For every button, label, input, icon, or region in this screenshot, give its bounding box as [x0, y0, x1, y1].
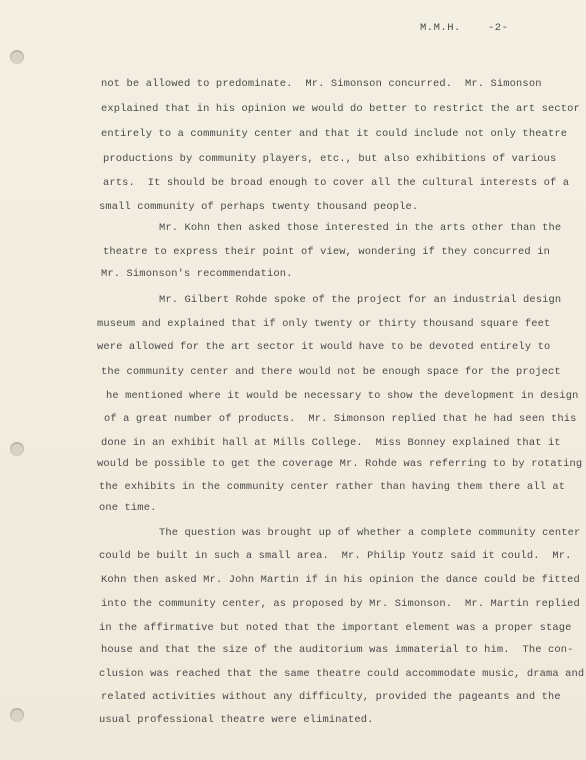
text-line: Mr. Simonson's recommendation.	[101, 268, 293, 280]
text-line: The question was brought up of whether a complete community center	[159, 527, 581, 539]
text-line: the exhibits in the community center rather than having them there all at	[99, 481, 566, 493]
text-line: of a great number of products. Mr. Simonson replied that he had seen this	[104, 413, 577, 425]
text-line: house and that the size of the auditorium was immaterial to him. The con-	[101, 644, 574, 656]
punch-hole	[10, 442, 24, 456]
text-line: small community of perhaps twenty thousand people.	[99, 201, 419, 213]
page-header: M.M.H. -2-	[420, 22, 509, 34]
text-line: Kohn then asked Mr. John Martin if in his opinion the dance could be fitted	[101, 574, 580, 586]
text-line: into the community center, as proposed by Mr. Simonson. Mr. Martin replied	[101, 598, 580, 610]
text-line: related activities without any difficulty, provided the pageants and the	[101, 691, 561, 703]
text-line: museum and explained that if only twenty or thirty thousand square feet	[97, 318, 551, 330]
punch-hole	[10, 708, 24, 722]
text-line: clusion was reached that the same theatre could accommodate music, drama and	[99, 668, 585, 680]
punch-hole	[10, 50, 24, 64]
text-line: explained that in his opinion we would do better to restrict the art sector	[101, 103, 580, 115]
text-line: Mr. Kohn then asked those interested in the arts other than the	[159, 222, 562, 234]
text-line: he mentioned where it would be necessary to show the development in design	[106, 390, 579, 402]
text-line: productions by community players, etc., but also exhibitions of various	[103, 153, 557, 165]
text-line: entirely to a community center and that it could include not only theatre	[101, 128, 568, 140]
text-line: in the affirmative but noted that the important element was a proper stage	[99, 622, 572, 634]
text-line: arts. It should be broad enough to cover all the cultural interests of a	[103, 177, 570, 189]
text-line: one time.	[99, 502, 157, 514]
text-line: theatre to express their point of view, wondering if they concurred in	[103, 246, 550, 258]
text-line: not be allowed to predominate. Mr. Simonson concurred. Mr. Simonson	[101, 78, 542, 90]
text-line: usual professional theatre were eliminated.	[99, 714, 374, 726]
text-line: Mr. Gilbert Rohde spoke of the project for an industrial design	[159, 294, 562, 306]
text-line: could be built in such a small area. Mr. Philip Youtz said it could. Mr.	[99, 550, 572, 562]
text-line: done in an exhibit hall at Mills College. Miss Bonney explained that it	[101, 437, 561, 449]
text-line: were allowed for the art sector it would have to be devoted entirely to	[97, 341, 551, 353]
text-line: would be possible to get the coverage Mr. Rohde was referring to by rotating	[97, 458, 583, 470]
text-line: the community center and there would not be enough space for the project	[101, 366, 561, 378]
